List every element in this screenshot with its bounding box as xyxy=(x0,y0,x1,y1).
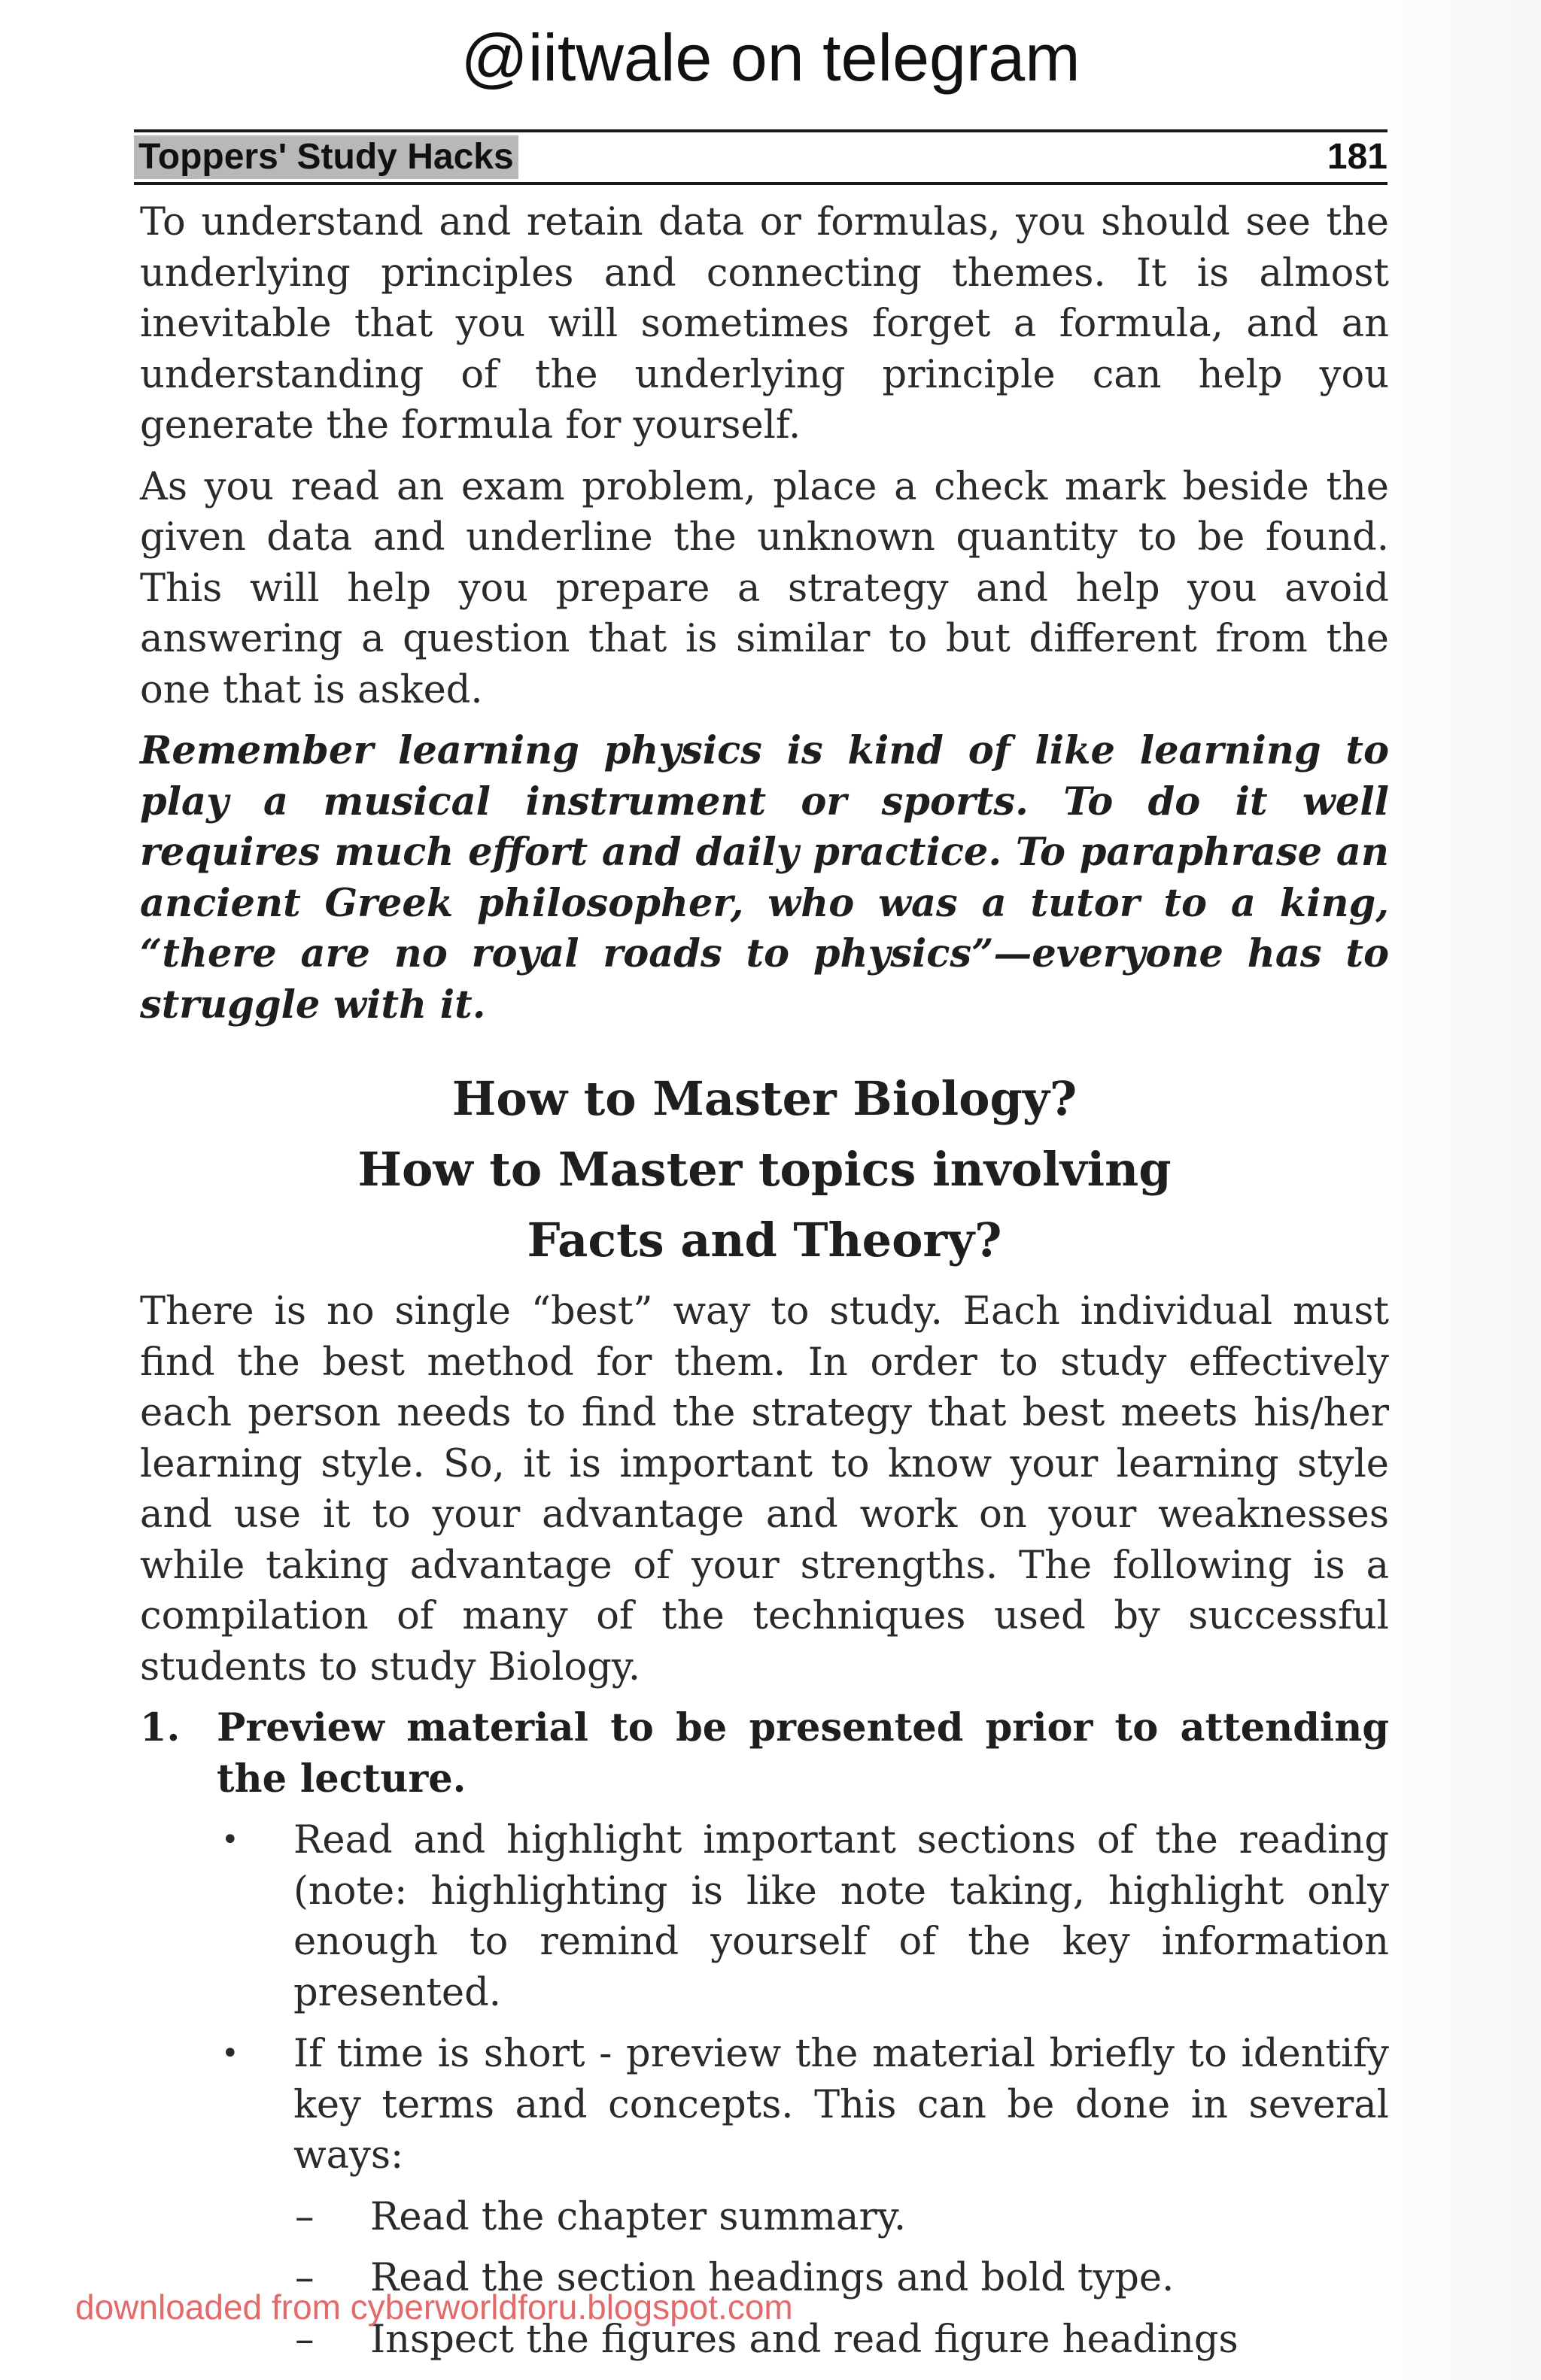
download-watermark: downloaded from cyberworldforu.blogspot.com xyxy=(75,2287,793,2327)
paragraph-formulas: To understand and retain data or formulas, you should see the underlying principles and connecting themes. It is almost inevitable that you will sometimes forget a formula, and an understanding of the underlying principle can help you generate the formula for yourself. xyxy=(140,200,1389,448)
telegram-watermark: @iitwale on telegram xyxy=(460,20,1081,95)
dash-icon: – xyxy=(295,2194,315,2239)
physics-quote: Remember learning physics is kind of like learning to play a musical instrument or sports. To do it well requires much effort and daily practice. To paraphrase an ancient Greek philosopher, who was a tutor to a king, “there are no royal roads to physics”—everyone has to struggle with it. xyxy=(140,728,1389,1028)
bullet-item xyxy=(140,1815,1389,2018)
page-number: 181 xyxy=(1327,137,1388,177)
paragraph-exam-problem: As you read an exam problem, place a check mark beside the given data and underline the unknown quantity to be found. This will help you prepare a strategy and help you avoid answering a question that is similar to but different from the one that is asked. xyxy=(140,464,1389,712)
bullet-item xyxy=(140,2029,1389,2181)
list-number: 1. xyxy=(140,1705,181,1750)
dash-item xyxy=(140,2192,1389,2243)
book-title: Toppers' Study Hacks xyxy=(134,135,518,179)
heading-master-topics: How to Master topics involving xyxy=(357,1142,1172,1197)
dash-text: Read the chapter summary. xyxy=(370,2194,907,2239)
heading-facts-theory: Facts and Theory? xyxy=(527,1213,1002,1267)
list-item-text: Preview material to be presented prior to attending the lecture. xyxy=(217,1705,1389,1802)
running-head xyxy=(134,129,1388,185)
bullet-icon: • xyxy=(221,2036,239,2071)
bullet-text: If time is short - preview the material briefly to identify key terms and concepts. This can be done in several ways: xyxy=(293,2032,1389,2178)
paragraph-biology-study: There is no single “best” way to study. Each individual must find the best method for them. In order to study effectively each person needs to find the strategy that best meets his/her learning style. So, it is important to know your learning style and use it to your advantage and work on your weaknesses while taking advantage of your strengths. The following is a compilation of many of the techniques used by successful students to study Biology. xyxy=(140,1289,1389,1689)
heading-master-biology: How to Master Biology? xyxy=(451,1071,1077,1126)
dash-text: Inspect the figures and read figure headings xyxy=(370,2317,1239,2362)
dash-text: Read the section headings and bold type. xyxy=(370,2256,1175,2300)
bullet-icon: • xyxy=(221,1823,239,1857)
dash-icon: – xyxy=(295,2256,315,2300)
bullet-text: Read and highlight important sections of the reading (note: highlighting is like note taking, highlight only enough to remind yourself of the key information presented. xyxy=(293,1818,1389,2015)
page-content xyxy=(140,197,1389,2375)
list-item-preview xyxy=(140,1703,1389,1805)
dash-icon: – xyxy=(295,2317,315,2362)
